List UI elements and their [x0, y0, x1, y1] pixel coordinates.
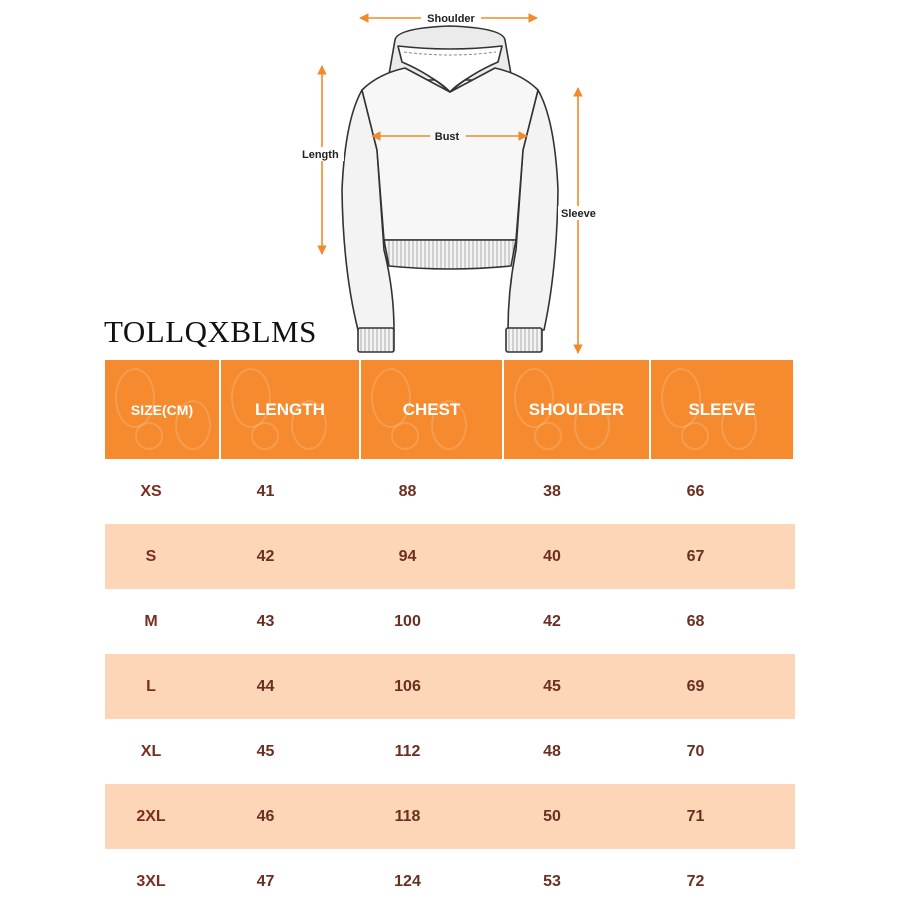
- table-row: [105, 459, 795, 524]
- table-row: [105, 654, 795, 719]
- measurement-cell: 68: [686, 612, 705, 630]
- measurement-cell: 41: [256, 482, 275, 500]
- watermark-decoration: [681, 422, 709, 450]
- measurement-cell: 69: [686, 677, 705, 695]
- size-chart-table: [105, 360, 795, 900]
- bust-label: Bust: [434, 131, 460, 143]
- measurement-cell: 66: [686, 482, 705, 500]
- measurement-cell: 100: [394, 612, 421, 630]
- column-header-label: SHOULDER: [528, 399, 625, 419]
- size-cell: XL: [140, 742, 162, 760]
- table-row: [105, 719, 795, 784]
- measurement-cell: 70: [686, 742, 705, 760]
- measurement-cell: 40: [543, 547, 561, 565]
- size-cell: 2XL: [136, 807, 166, 825]
- measurement-cell: 72: [686, 872, 705, 890]
- hoodie-illustration: [342, 26, 558, 352]
- column-header: [651, 360, 793, 459]
- column-header-label: SIZE(CM): [130, 401, 194, 418]
- table-row: [105, 524, 795, 589]
- table-body: [105, 459, 795, 900]
- hoodie-measurement-diagram: [0, 0, 900, 360]
- brand-name: TOLLQXBLMS: [104, 314, 317, 349]
- measurement-cell: 42: [256, 547, 275, 565]
- column-header-label: SLEEVE: [688, 399, 756, 419]
- measurement-cell: 43: [256, 612, 275, 630]
- watermark-decoration: [534, 422, 562, 450]
- watermark-decoration: [391, 422, 419, 450]
- table-header-row: [105, 360, 795, 459]
- size-cell: S: [145, 547, 157, 565]
- measurement-cell: 45: [256, 742, 275, 760]
- measurement-cell: 46: [256, 807, 275, 825]
- column-header-label: CHEST: [402, 399, 461, 419]
- size-cell: XS: [140, 482, 162, 500]
- measurement-cell: 53: [543, 872, 561, 890]
- length-label: Length: [302, 149, 339, 161]
- column-header: [504, 360, 649, 459]
- column-header: [361, 360, 502, 459]
- column-header: [221, 360, 359, 459]
- measurement-cell: 44: [256, 677, 275, 695]
- measurement-cell: 42: [543, 612, 561, 630]
- measurement-cell: 118: [394, 807, 421, 825]
- measurement-cell: 47: [256, 872, 275, 890]
- column-header-label: LENGTH: [255, 399, 325, 419]
- sleeve-label: Sleeve: [561, 208, 596, 220]
- size-cell: L: [146, 677, 156, 695]
- size-cell: 3XL: [136, 872, 166, 890]
- measurement-cell: 88: [398, 482, 417, 500]
- watermark-decoration: [135, 422, 163, 450]
- measurement-cell: 112: [394, 742, 421, 760]
- measurement-cell: 48: [543, 742, 561, 760]
- measurement-cell: 45: [543, 677, 561, 695]
- measurement-cell: 67: [686, 547, 705, 565]
- measurement-cell: 38: [543, 482, 561, 500]
- size-cell: M: [144, 612, 158, 630]
- column-header: [105, 360, 219, 459]
- measurement-cell: 94: [398, 547, 417, 565]
- measurement-cell: 71: [686, 807, 705, 825]
- measurement-cell: 124: [394, 872, 421, 890]
- measurement-cell: 50: [543, 807, 561, 825]
- watermark-decoration: [115, 368, 155, 428]
- measurement-cell: 106: [394, 677, 421, 695]
- shoulder-label: Shoulder: [427, 13, 475, 25]
- table-row: [105, 849, 795, 900]
- watermark-decoration: [251, 422, 279, 450]
- table-row: [105, 589, 795, 654]
- table-row: [105, 784, 795, 849]
